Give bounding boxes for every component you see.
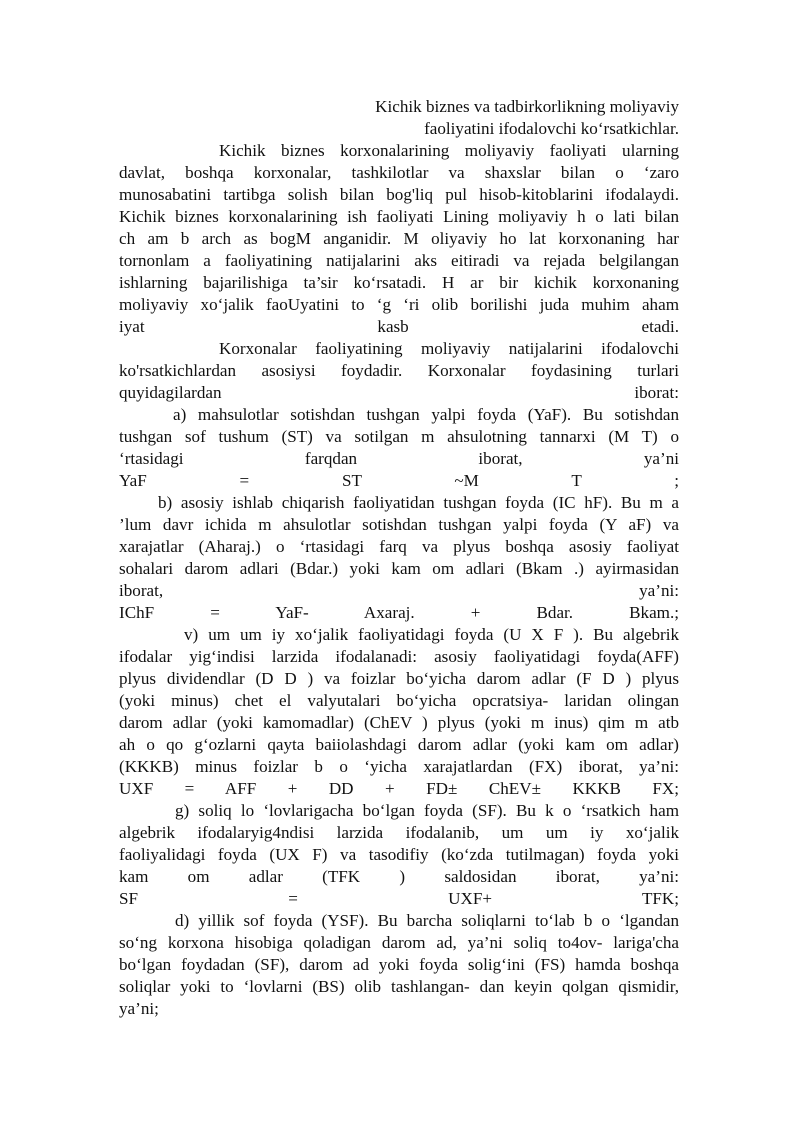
item-b-line: b) asosiy ishlab chiqarish faoliyatidan tushgan foyda (IC hF). Bu m a <box>158 493 679 512</box>
heading-line-1: Kichik biznes va tadbirkorlikning moliyaviy <box>375 97 679 116</box>
paragraph-1-line: munosabatini tartibga solish bilan bog'liq pul hisob-kitoblarini ifodalaydi. <box>119 185 679 204</box>
paragraph-2-line: ko'rsatkichlardan asosiysi foydadir. Korxonalar foydasining turlari <box>119 361 679 380</box>
paragraph-2-line: Korxonalar faoliyatining moliyaviy natijalarini ifodalovchi <box>219 339 679 358</box>
item-b-line: xarajatlar (Aharaj.) o ‘rtasidagi farq va plyus boshqa asosiy faoliyat <box>119 537 679 556</box>
item-a-line: tushgan sof tushum (ST) va sotilgan m ahsulotning tannarxi (M T) o <box>119 427 679 446</box>
item-g-line: kam om adlar (TFK ) saldosidan iborat, ya’ni: <box>119 867 679 886</box>
item-a-line: a) mahsulotlar sotishdan tushgan yalpi foyda (YaF). Bu sotishdan <box>173 405 679 424</box>
item-g-line: faoliyalidagi foyda (UX F) va tasodifiy (ko‘zda tutilmagan) foyda yoki <box>119 845 679 864</box>
paragraph-1-line: moliyaviy xo‘jalik faoUyatini to ‘g ‘ri olib borilishi juda muhim aham <box>119 295 679 314</box>
item-b-line: sohalari darom adlari (Bdar.) yoki kam om adlari (Bkam .) ayirmasidan <box>119 559 679 578</box>
formula-ichf: IChF = YaF- Axaraj. + Bdar. Bkam.; <box>119 603 679 622</box>
item-v-line: ah o qo g‘ozlarni qayta baiiolashdagi darom adlar (yoki kam om adlar) <box>119 735 679 754</box>
paragraph-1-line: ch am b arch as bogM anganidir. M oliyaviy ho lat korxonaning har <box>119 229 679 248</box>
paragraph-1-line: davlat, boshqa korxonalar, tashkilotlar va shaxslar bilan o ‘zaro <box>119 163 679 182</box>
formula-uxf: UXF = AFF + DD + FD± ChEV± KKKB FX; <box>119 779 679 798</box>
heading-line-2: faoliyatini ifodalovchi ko‘rsatkichlar. <box>424 119 679 138</box>
paragraph-1-line: Kichik biznes korxonalarining moliyaviy faoliyati ularning <box>219 141 679 160</box>
item-v-line: darom adlar (yoki kamomadlar) (ChEV ) plyus (yoki m inus) qim m atb <box>119 713 679 732</box>
paragraph-1-line: Kichik biznes korxonalarining ish faoliyati Lining moliyaviy h o lati bilan <box>119 207 679 226</box>
item-g-line: algebrik ifodalaryig4ndisi larzida ifodalanib, um um iy xo‘jalik <box>119 823 679 842</box>
item-a-line: ‘rtasidagi farqdan iborat, ya’ni <box>119 449 679 468</box>
item-v-line: (yoki minus) chet el valyutalari bo‘yicha opcratsiya- laridan olingan <box>119 691 679 710</box>
item-v-line: ifodalar yig‘indisi larzida ifodalanadi: asosiy faoliyatidagi foyda(AFF) <box>119 647 679 666</box>
item-v-line: v) um um iy xo‘jalik faoliyatidagi foyda (U X F ). Bu algebrik <box>184 625 679 644</box>
item-d-line: bo‘lgan foydadan (SF), darom ad yoki foyda solig‘ini (FS) hamda boshqa <box>119 955 679 974</box>
item-d-line: d) yillik sof foyda (YSF). Bu barcha soliqlarni to‘lab b o ‘lgandan <box>175 911 679 930</box>
paragraph-1-line: ishlarning bajarilishiga ta’sir ko‘rsatadi. H ar bir kichik korxonaning <box>119 273 679 292</box>
item-b-line: ’lum davr ichida m ahsulotlar sotishdan tushgan yalpi foyda (Y aF) va <box>119 515 679 534</box>
item-d-line: so‘ng korxona hisobiga qoladigan darom ad, ya’ni soliq to4ov- lariga'cha <box>119 933 679 952</box>
item-g-line: g) soliq lo ‘lovlarigacha bo‘lgan foyda (SF). Bu k o ‘rsatkich ham <box>175 801 679 820</box>
item-v-line: (KKKB) minus foizlar b o ‘yicha xarajatlardan (FX) iborat, ya’ni: <box>119 757 679 776</box>
item-v-line: plyus dividendlar (D D ) va foizlar bo‘yicha darom adlar (F D ) plyus <box>119 669 679 688</box>
item-b-line: iborat, ya’ni: <box>119 581 679 600</box>
paragraph-2-line: quyidagilardan iborat: <box>119 383 679 402</box>
formula-sf: SF = UXF+ TFK; <box>119 889 679 908</box>
formula-yaf: YaF = ST ~M T ; <box>119 471 679 490</box>
paragraph-1-line: iyat kasb etadi. <box>119 317 679 336</box>
item-d-line: ya’ni; <box>119 999 159 1018</box>
paragraph-1-line: tornonlam a faoliyatining natijalarini aks eitiradi va rejada belgilangan <box>119 251 679 270</box>
item-d-line: soliqlar yoki to ‘lovlarni (BS) olib tashlangan- dan keyin qolgan qismidir, <box>119 977 679 996</box>
